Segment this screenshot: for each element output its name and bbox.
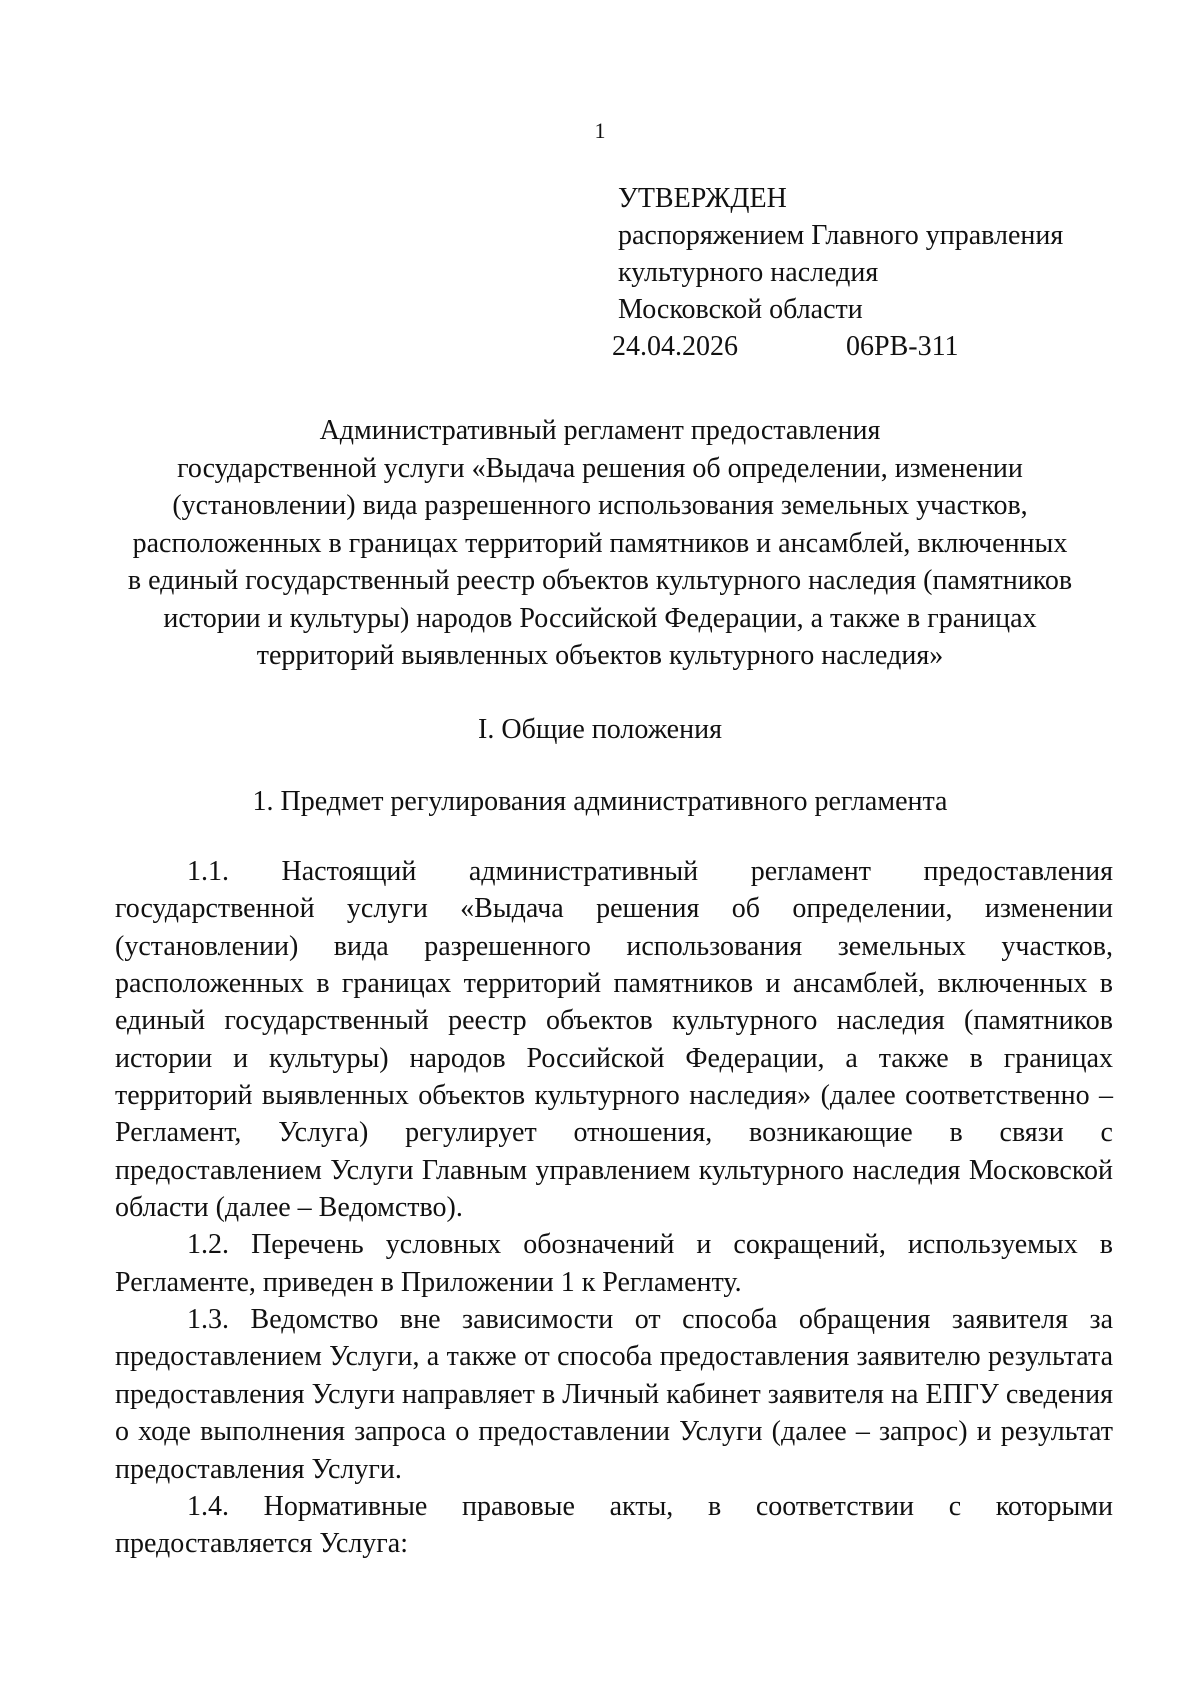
approval-issuer-line-3: Московской области <box>618 294 863 325</box>
title-line: территорий выявленных объектов культурного наследия» <box>256 640 944 671</box>
title-line: расположенных в границах территорий памятников и ансамблей, включенных <box>132 527 1068 559</box>
title-line: Административный регламент предоставления <box>319 415 881 446</box>
approval-stamp-block <box>612 180 1064 365</box>
paragraph-1-4: 1.4. Нормативные правовые акты, в соответствии с которыми предоставляется Услуга: <box>115 1490 1113 1560</box>
title-line: (установлении) вида разрешенного использования земельных участков, <box>172 490 1028 521</box>
paragraph-1-1: 1.1. Настоящий административный регламент предоставления государственной услуги «Выдача решения об определении, изменении (установлении) вида разрешенного использования земельных участков, расположенных в границах территорий памятников и ансамблей, включенных в единый государственный реестр объектов культурного наследия (памятников истории и культуры) народов Российской Федерации, а также в границах территорий выявленных объектов культурного наследия» (далее соответственно – Регламент, Услуга) регулирует отношения, возникающие в связи с предоставлением Услуги Главным управлением культурного наследия Московской области (далее – Ведомство). <box>115 856 1113 1224</box>
subsection-heading: 1. Предмет регулирования административного регламента <box>252 786 948 817</box>
paragraph-1-3: 1.3. Ведомство вне зависимости от способа обращения заявителя за предоставлением Услуги, а также от способа предоставления заявителю результата предоставления Услуги направляет в Личный кабинет заявителя на ЕПГУ сведения о ходе выполнения запроса о предоставлении Услуги (далее – запрос) и результат предоставления Услуги. <box>115 1304 1113 1485</box>
paragraph-1-2: 1.2. Перечень условных обозначений и сокращений, используемых в Регламенте, приведен в Приложении 1 к Регламенту. <box>115 1229 1113 1298</box>
approval-document-number: 06РВ-311 <box>846 331 959 362</box>
approval-date: 24.04.2026 <box>612 331 738 362</box>
approval-issuer-line-2: культурного наследия <box>618 257 879 288</box>
approval-status: УТВЕРЖДЕН <box>618 183 787 214</box>
body-text <box>115 853 1113 1563</box>
title-line: в единый государственный реестр объектов культурного наследия (памятников <box>127 565 1073 596</box>
title-line: государственной услуги «Выдача решения об определении, изменении <box>177 452 1023 484</box>
approval-issuer-line-1: распоряжением Главного управления <box>618 220 1064 251</box>
title-line: истории и культуры) народов Российской Федерации, а также в границах <box>163 602 1037 634</box>
section-heading: I. Общие положения <box>478 714 722 745</box>
document-title <box>120 412 1080 675</box>
approval-date-number-row <box>612 328 1063 365</box>
page-number: 1 <box>594 118 606 143</box>
